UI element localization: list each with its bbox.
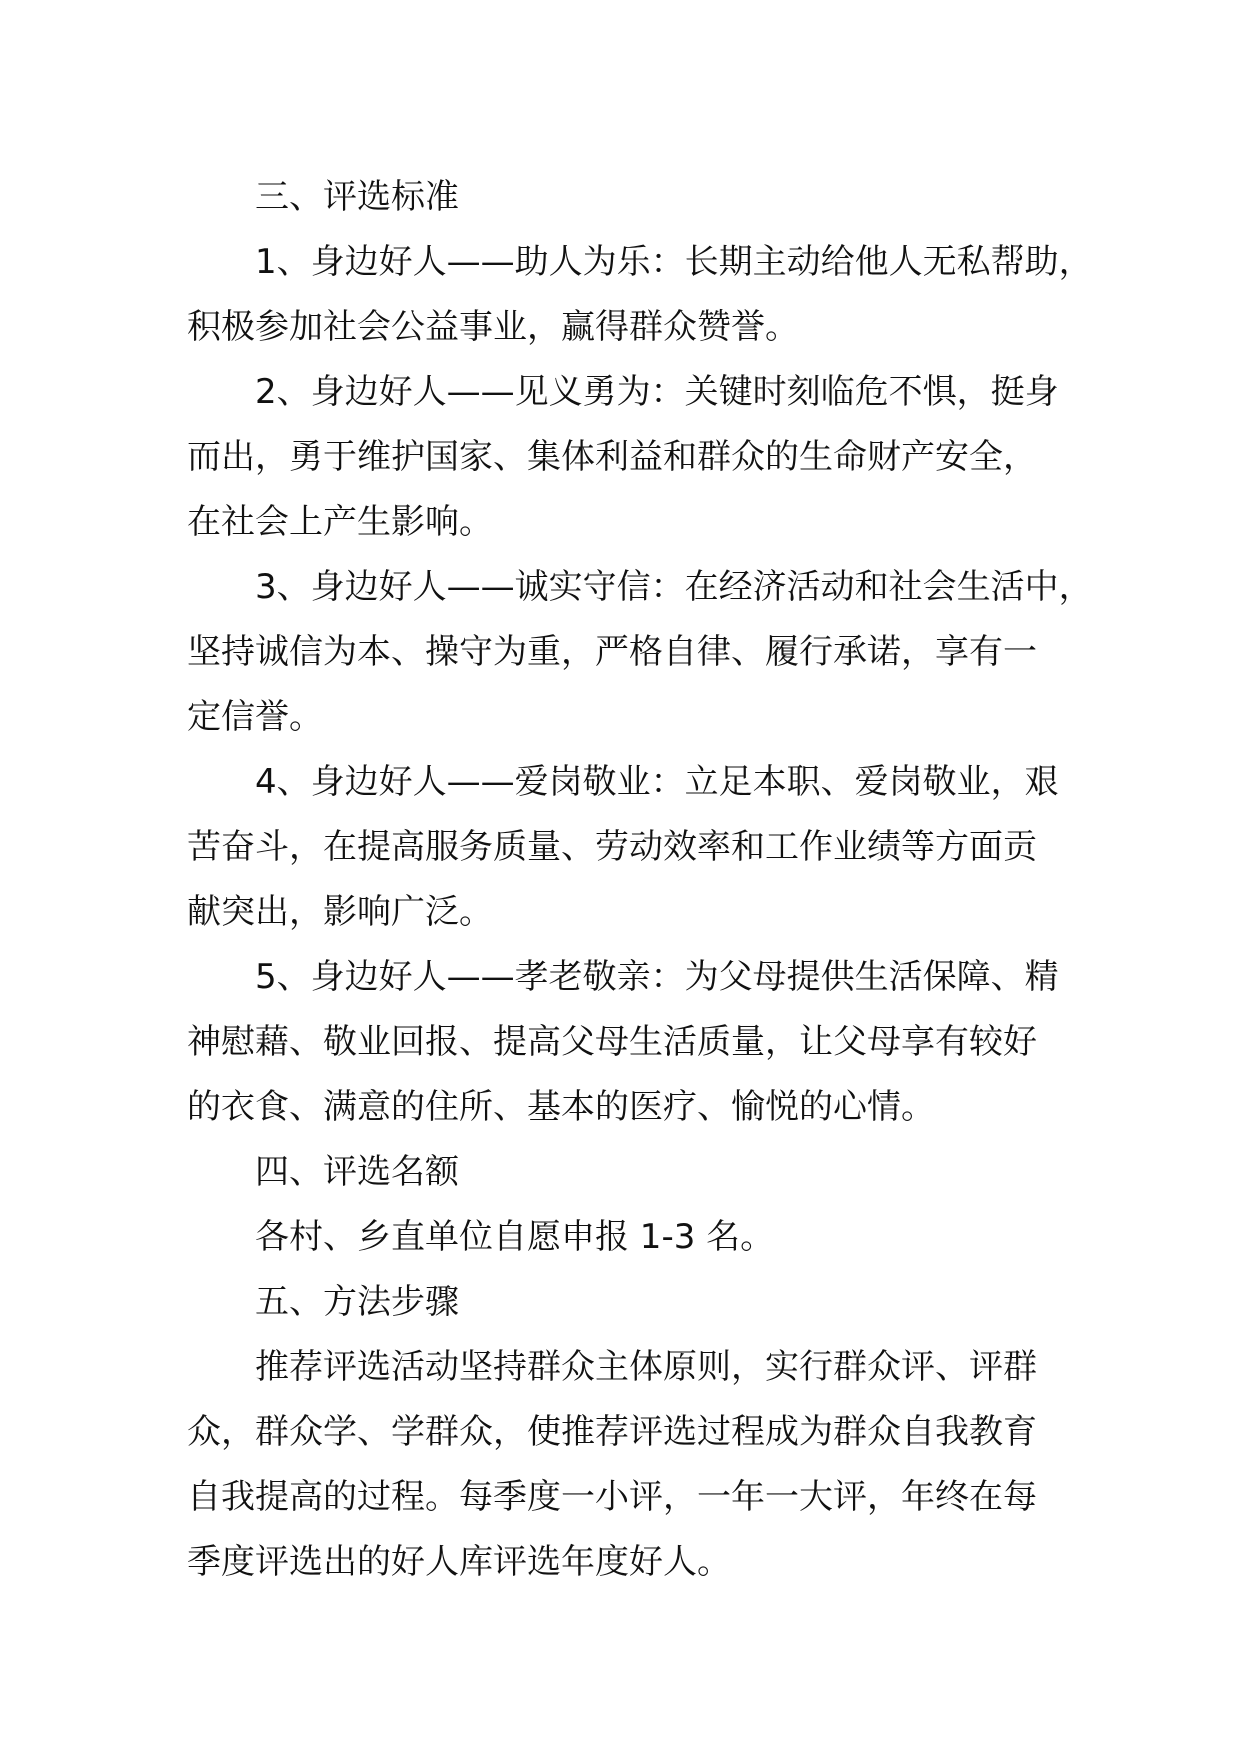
criteria-3-line-3: 定信誉。 <box>187 697 323 737</box>
steps-line-1: 推荐评选活动坚持群众主体原则，实行群众评、评群 <box>255 1347 1037 1387</box>
quota-paragraph: 各村、乡直单位自愿申报 1-3 名。 <box>255 1217 775 1257</box>
criteria-5-line-2: 神慰藉、敬业回报、提高父母生活质量，让父母享有较好 <box>187 1022 1037 1062</box>
steps-line-4: 季度评选出的好人库评选年度好人。 <box>187 1542 731 1582</box>
section-heading-quota: 四、评选名额 <box>255 1152 459 1192</box>
criteria-4-line-1: 4、身边好人——爱岗敬业：立足本职、爱岗敬业，艰 <box>255 762 1059 802</box>
criteria-2-line-3: 在社会上产生影响。 <box>187 502 493 542</box>
section-heading-steps: 五、方法步骤 <box>255 1282 459 1322</box>
criteria-1-line-1: 1、身边好人——助人为乐：长期主动给他人无私帮助， <box>255 242 1093 282</box>
criteria-4-line-2: 苦奋斗，在提高服务质量、劳动效率和工作业绩等方面贡 <box>187 827 1037 867</box>
document-body <box>187 165 1093 1595</box>
criteria-3-line-2: 坚持诚信为本、操守为重，严格自律、履行承诺，享有一 <box>187 632 1037 672</box>
criteria-4-line-3: 献突出，影响广泛。 <box>187 892 493 932</box>
criteria-3-line-1: 3、身边好人——诚实守信：在经济活动和社会生活中， <box>255 567 1093 607</box>
criteria-1-line-2: 积极参加社会公益事业，赢得群众赞誉。 <box>187 307 799 347</box>
section-heading-criteria: 三、评选标准 <box>255 177 459 217</box>
criteria-5-line-1: 5、身边好人——孝老敬亲：为父母提供生活保障、精 <box>255 957 1059 997</box>
criteria-2-line-2: 而出，勇于维护国家、集体利益和群众的生命财产安全， <box>187 437 1037 477</box>
criteria-2-line-1: 2、身边好人——见义勇为：关键时刻临危不惧，挺身 <box>255 372 1059 412</box>
criteria-5-line-3: 的衣食、满意的住所、基本的医疗、愉悦的心情。 <box>187 1087 935 1127</box>
steps-line-3: 自我提高的过程。每季度一小评，一年一大评，年终在每 <box>187 1477 1037 1517</box>
steps-line-2: 众，群众学、学群众，使推荐评选过程成为群众自我教育 <box>187 1412 1037 1452</box>
